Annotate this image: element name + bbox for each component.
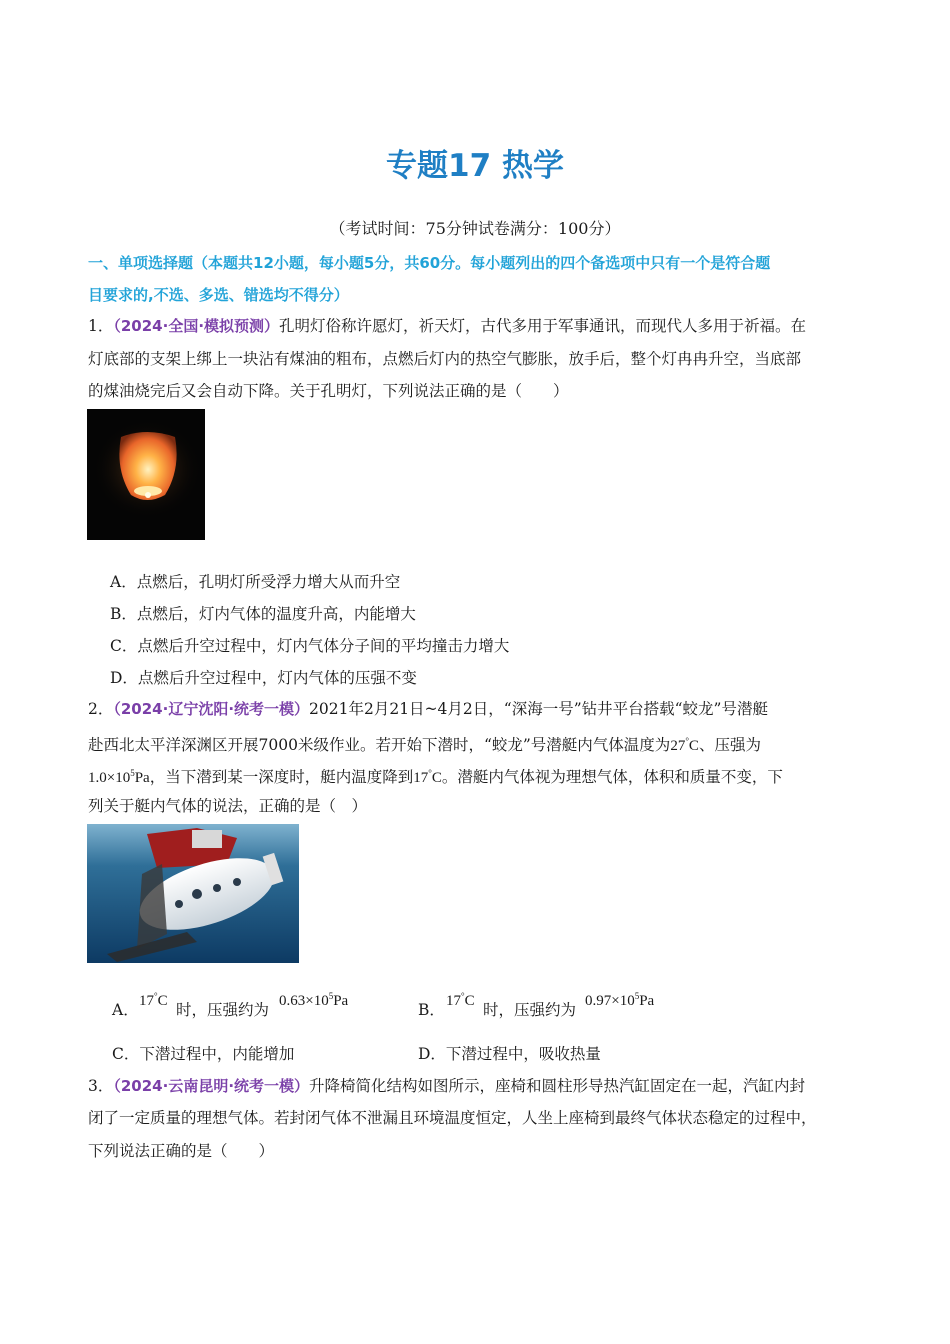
q2-initial-pressure: $1.0\times 10^5Pa$ bbox=[88, 768, 150, 786]
q2-text1: 2021年2月21日~4月2日，“深海一号”钻井平台搭载“蛟龙”号潜艇 bbox=[309, 700, 768, 718]
q2-option-b-temp: 17°C bbox=[446, 991, 475, 1009]
q2-option-b-text: 时，压强约为 bbox=[483, 1001, 577, 1019]
q3-text1: 升降椅简化结构如图所示，座椅和圆柱形导热汽缸固定在一起，汽缸内封 bbox=[309, 1077, 806, 1095]
q1-option-d: D．点燃后升空过程中，灯内气体的压强不变 bbox=[110, 669, 417, 687]
q3-line3: 下列说法正确的是（ ） bbox=[88, 1142, 275, 1160]
q2-number: 2． bbox=[88, 700, 114, 718]
q1-text1: 孔明灯俗称许愿灯，祈天灯，古代多用于军事通讯，而现代人多用于祈福。在 bbox=[279, 317, 807, 335]
q1-source: （2024·全国·模拟预测） bbox=[113, 317, 280, 335]
section-heading-line1: 一、单项选择题（本题共12小题，每小题5分，共60分。每小题列出的四个备选项中只有一个是符合题 bbox=[88, 254, 771, 272]
q2-text3a: ，当下潜到某一深度时，艇内温度降到 bbox=[149, 768, 414, 786]
q1-option-b: B．点燃后，灯内气体的温度升高，内能增大 bbox=[110, 605, 416, 623]
section-heading-line2: 目要求的,不选、多选、错选均不得分） bbox=[88, 286, 349, 304]
q2-source: （2024·辽宁沈阳·统考一模） bbox=[113, 700, 310, 718]
submarine-photo bbox=[87, 824, 299, 963]
q1-line2: 灯底部的支架上绑上一块沾有煤油的粗布，点燃后灯内的热空气膨胀，放手后，整个灯冉冉升空，当底部 bbox=[88, 350, 802, 368]
q1-option-c: C．点燃后升空过程中，灯内气体分子间的平均撞击力增大 bbox=[110, 637, 510, 655]
q2-line4: 列关于艇内气体的说法，正确的是（ ） bbox=[88, 797, 368, 815]
q3-number: 3． bbox=[88, 1077, 114, 1095]
q3-line1 bbox=[88, 1075, 805, 1097]
q1-number: 1． bbox=[88, 317, 114, 335]
q2-option-a-temp: 17°C bbox=[139, 991, 168, 1009]
q2-text2b: 、压强为 bbox=[698, 736, 761, 754]
q2-option-c: C．下潜过程中，内能增加 bbox=[112, 1045, 295, 1063]
page-title: 专题17 热学 bbox=[386, 148, 564, 184]
q2-line3 bbox=[88, 762, 783, 789]
q2-option-a-pressure: $0.63\times 10^5Pa$ bbox=[279, 991, 349, 1009]
q2-option-a-text: 时，压强约为 bbox=[176, 1001, 270, 1019]
sky-lantern-photo bbox=[87, 409, 205, 540]
q2-option-b-pressure: $0.97\times 10^5Pa$ bbox=[585, 991, 655, 1009]
q1-line1 bbox=[88, 315, 806, 337]
q2-option-d: D．下潜过程中，吸收热量 bbox=[418, 1045, 601, 1063]
q2-option-a-label: A． bbox=[112, 1001, 139, 1019]
q2-initial-temp: 27°C bbox=[670, 736, 699, 754]
q1-line3: 的煤油烧完后又会自动下降。关于孔明灯，下列说法正确的是（ ） bbox=[88, 382, 569, 400]
q2-line1 bbox=[88, 698, 768, 720]
q3-source: （2024·云南昆明·统考一模） bbox=[113, 1077, 310, 1095]
q2-text3b: 。潜艇内气体视为理想气体，体积和质量不变，下 bbox=[441, 768, 783, 786]
q1-option-a: A．点燃后，孔明灯所受浮力增大从而升空 bbox=[110, 573, 401, 591]
q2-final-temp: 17°C bbox=[413, 768, 442, 786]
q3-line2: 闭了一定质量的理想气体。若封闭气体不泄漏且环境温度恒定，人坐上座椅到最终气体状态稳定的过程中， bbox=[88, 1109, 817, 1127]
q2-text2a: 赴西北太平洋深渊区开展7000米级作业。若开始下潜时，“蛟龙”号潜艇内气体温度为 bbox=[88, 736, 671, 754]
q2-line2 bbox=[88, 730, 761, 757]
exam-info: （考试时间：75分钟试卷满分：100分） bbox=[329, 219, 621, 238]
q2-option-b-label: B． bbox=[418, 1001, 445, 1019]
